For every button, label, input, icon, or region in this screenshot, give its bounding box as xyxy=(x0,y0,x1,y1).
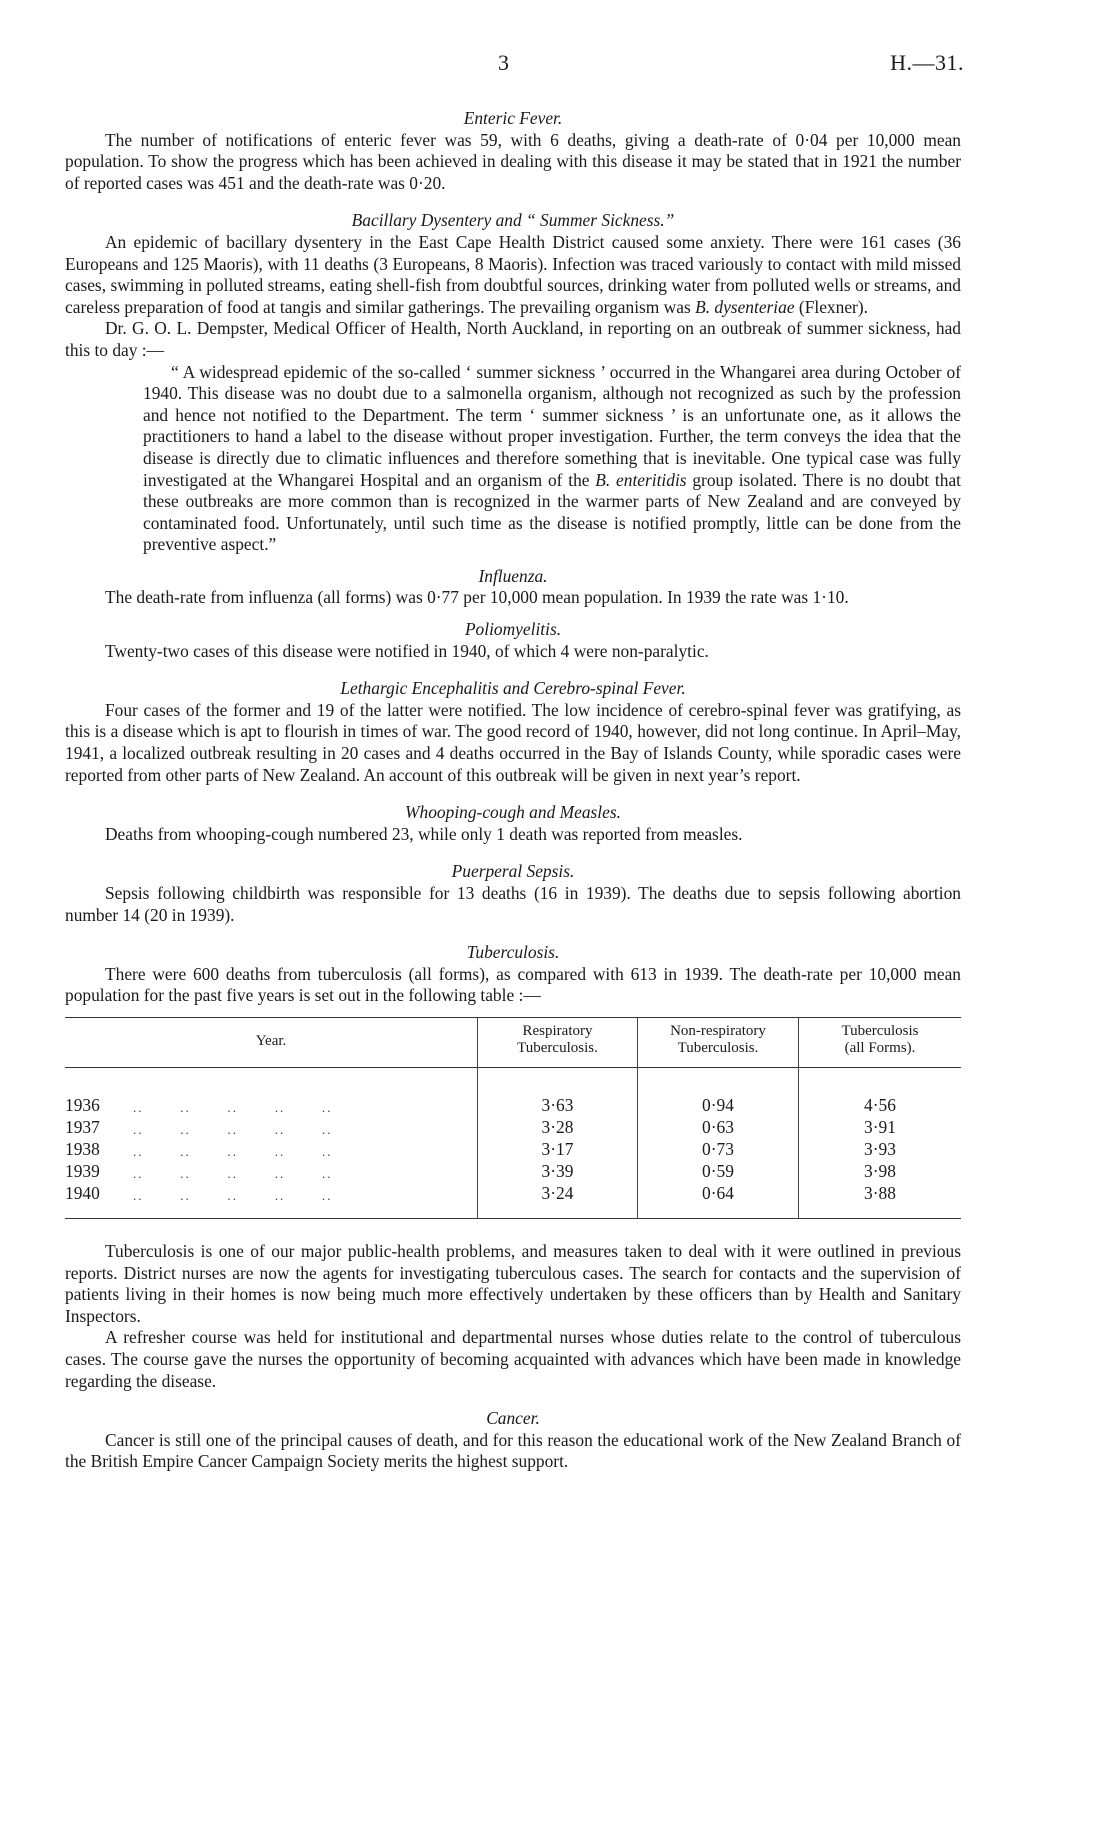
all-forms-cell: 3·93 xyxy=(864,1138,896,1159)
leader-dots: .. .. .. .. .. xyxy=(133,1187,333,1203)
all-forms-cell: 3·88 xyxy=(864,1182,896,1203)
section-cancer xyxy=(65,1408,961,1473)
header-line: Tuberculosis. xyxy=(517,1039,598,1056)
year-cell: 1936 xyxy=(65,1094,100,1115)
leader-dots: .. .. .. .. .. xyxy=(133,1121,333,1137)
section-heading: Whooping-cough and Measles. xyxy=(405,802,621,823)
section-heading: Enteric Fever. xyxy=(463,108,563,128)
year-cell: 1939 xyxy=(65,1160,100,1181)
table-bottom-rule xyxy=(65,1218,961,1219)
respiratory-cell: 3·63 xyxy=(541,1094,574,1115)
section-heading: Poliomyelitis. xyxy=(464,619,562,640)
table-top-rule xyxy=(65,1017,961,1018)
paragraph: Cancer is still one of the principal causes of death, and for this reason the educational work of the New Zealand Branch of the British Empire Cancer Campaign Society merits the highest support. xyxy=(65,1429,961,1472)
header-line: Non-respiratory xyxy=(670,1022,766,1039)
paragraph-text: An epidemic of bacillary dysentery in the East Cape Health District caused some anxiety. There were 161 cases (36 Europeans and 125 Maoris), with 11 deaths (3 Europeans, 8 Maoris). Infection was traced variously to contact with mild missed cases, swimming in polluted streams, eating shell-fish from doubtful sources, drinking water from polluted wells or streams, and careless preparation of food at tangis and similar gatherings. The prevailing organism was xyxy=(65,231,961,317)
non-respiratory-cell: 0·64 xyxy=(702,1182,734,1203)
section-heading: Lethargic Encephalitis and Cerebro-spinal Fever. xyxy=(340,678,686,699)
paragraph: A refresher course was held for institutional and departmental nurses whose duties relate to the control of tuberculous cases. The course gave the nurses the opportunity of becoming acquainted with advances which have been made in knowledge regarding the disease. xyxy=(65,1327,961,1391)
non-respiratory-cell: 0·63 xyxy=(702,1116,734,1137)
page-header xyxy=(0,52,1114,80)
all-forms-cell: 4·56 xyxy=(864,1094,896,1115)
section-puerperal-sepsis xyxy=(65,861,961,926)
all-forms-cell: 3·91 xyxy=(864,1116,896,1137)
section-poliomyelitis xyxy=(65,619,961,662)
organism-name: B. dysenteriae xyxy=(695,296,795,317)
non-respiratory-cell: 0·73 xyxy=(702,1138,734,1159)
paragraph: Four cases of the former and 19 of the latter were notified. The low incidence of cerebro-spinal fever was gratifying, as this is a disease which is apt to flourish in times of war. The good record of 1940, however, did not long continue. In April–May, 1941, a localized outbreak resulting in 20 cases and 4 deaths occurred in the Bay of Islands County, while sporadic cases were reported from other parts of New Zealand. An account of this outbreak will be given in next year’s report. xyxy=(65,699,961,785)
paragraph: Sepsis following childbirth was responsible for 13 deaths (16 in 1939). The deaths due to sepsis following abortion number 14 (20 in 1939). xyxy=(65,883,961,925)
year-cell: 1937 xyxy=(65,1116,100,1137)
column-header-all-forms xyxy=(799,1023,961,1057)
header-line: Tuberculosis. xyxy=(677,1039,759,1056)
respiratory-cell: 3·28 xyxy=(541,1116,574,1137)
leader-dots: .. .. .. .. .. xyxy=(133,1143,333,1159)
section-whooping-cough xyxy=(65,802,961,845)
paragraph: The number of notifications of enteric fever was 59, with 6 deaths, giving a death-rate of 0·04 per 10,000 mean population. To show the progress which has been achieved in dealing with this disease it may be stated that in 1921 the number of reported cases was 451 and the death-rate was 0·20. xyxy=(65,129,961,193)
quote-text: “ A widespread epidemic of the so-called ‘ summer sickness ’ occurred in the Whangarei area during October of 1940. This disease was no doubt due to a salmonella organism, although not recognized as such by the profession and hence not notified to the Department. The term ‘ summer sickness ’ is an unfortunate one, as it allows the practitioners to hand a label to the disease without proper investigation. Further, the term conveys the idea that the disease is directly due to climatic influences and therefore something that is inevitable. One typical case was fully investigated at the Whangarei Hospital and an organism of the xyxy=(143,361,961,490)
section-heading: Bacillary Dysentery and “ Summer Sickness.” xyxy=(351,210,675,231)
respiratory-cell: 3·17 xyxy=(541,1138,574,1159)
all-forms-cell: 3·98 xyxy=(864,1160,896,1181)
year-cell: 1938 xyxy=(65,1138,100,1159)
section-heading: Tuberculosis. xyxy=(466,942,560,963)
section-heading: Influenza. xyxy=(478,565,548,586)
organism-name: B. enteritidis xyxy=(595,469,687,490)
block-quote xyxy=(143,362,961,556)
paragraph: Dr. G. O. L. Dempster, Medical Officer of Health, North Auckland, in reporting on an outbreak of summer sickness, had this to day :— xyxy=(65,318,961,360)
paragraph: Deaths from whooping-cough numbered 23, while only 1 death was reported from measles. xyxy=(105,823,743,844)
page-content xyxy=(65,108,961,1473)
column-header-respiratory xyxy=(478,1023,637,1057)
leader-dots: .. .. .. .. .. xyxy=(133,1099,333,1115)
paragraph: There were 600 deaths from tuberculosis (all forms), as compared with 613 in 1939. The death-rate per 10,000 mean population for the past five years is set out in the following table :— xyxy=(65,963,961,1006)
paragraph xyxy=(65,232,961,318)
document-code: H.—31. xyxy=(890,50,964,75)
column-header-non-respiratory xyxy=(638,1023,798,1057)
section-lethargic-encephalitis xyxy=(65,678,961,786)
leader-dots: .. .. .. .. .. xyxy=(133,1165,333,1181)
table-header-rule xyxy=(65,1067,961,1068)
paragraph: Tuberculosis is one of our major public-health problems, and measures taken to deal with it were outlined in previous reports. District nurses are now the agents for investigating tuberculous cases. The search for contacts and the supervision of patients living in their homes is now being much more effectively undertaken by these officers than by Health and Sanitary Inspectors. xyxy=(65,1240,961,1326)
page-number: 3 xyxy=(498,50,509,75)
section-tuberculosis xyxy=(65,942,961,1392)
paragraph: The death-rate from influenza (all forms) was 0·77 per 10,000 mean population. In 1939 the rate was 1·10. xyxy=(105,587,849,608)
year-cell: 1940 xyxy=(65,1182,100,1203)
non-respiratory-cell: 0·94 xyxy=(702,1094,734,1115)
section-influenza xyxy=(65,566,961,609)
tuberculosis-death-rate-table xyxy=(65,1017,961,1219)
paragraph: Twenty-two cases of this disease were notified in 1940, of which 4 were non-paralytic. xyxy=(105,640,709,661)
respiratory-cell: 3·39 xyxy=(541,1160,574,1181)
column-header-year: Year. xyxy=(255,1032,287,1049)
section-bacillary-dysentery xyxy=(65,210,961,556)
section-heading: Cancer. xyxy=(486,1408,540,1429)
section-enteric-fever xyxy=(65,108,961,194)
section-heading: Puerperal Sepsis. xyxy=(451,861,575,882)
non-respiratory-cell: 0·59 xyxy=(702,1160,734,1181)
quote-text: group isolated. There is no doubt that these outbreaks are more common than is recognized in the warmer parts of New Zealand and are conveyed by contaminated food. Unfortunately, until such time as the disease is notified promptly, little can be done from the preventive aspect.” xyxy=(143,469,962,555)
respiratory-cell: 3·24 xyxy=(541,1182,574,1203)
paragraph-text: (Flexner). xyxy=(794,296,868,317)
header-line: (all Forms). xyxy=(844,1039,916,1056)
header-line: Tuberculosis xyxy=(841,1022,919,1039)
header-line: Respiratory xyxy=(522,1022,593,1039)
